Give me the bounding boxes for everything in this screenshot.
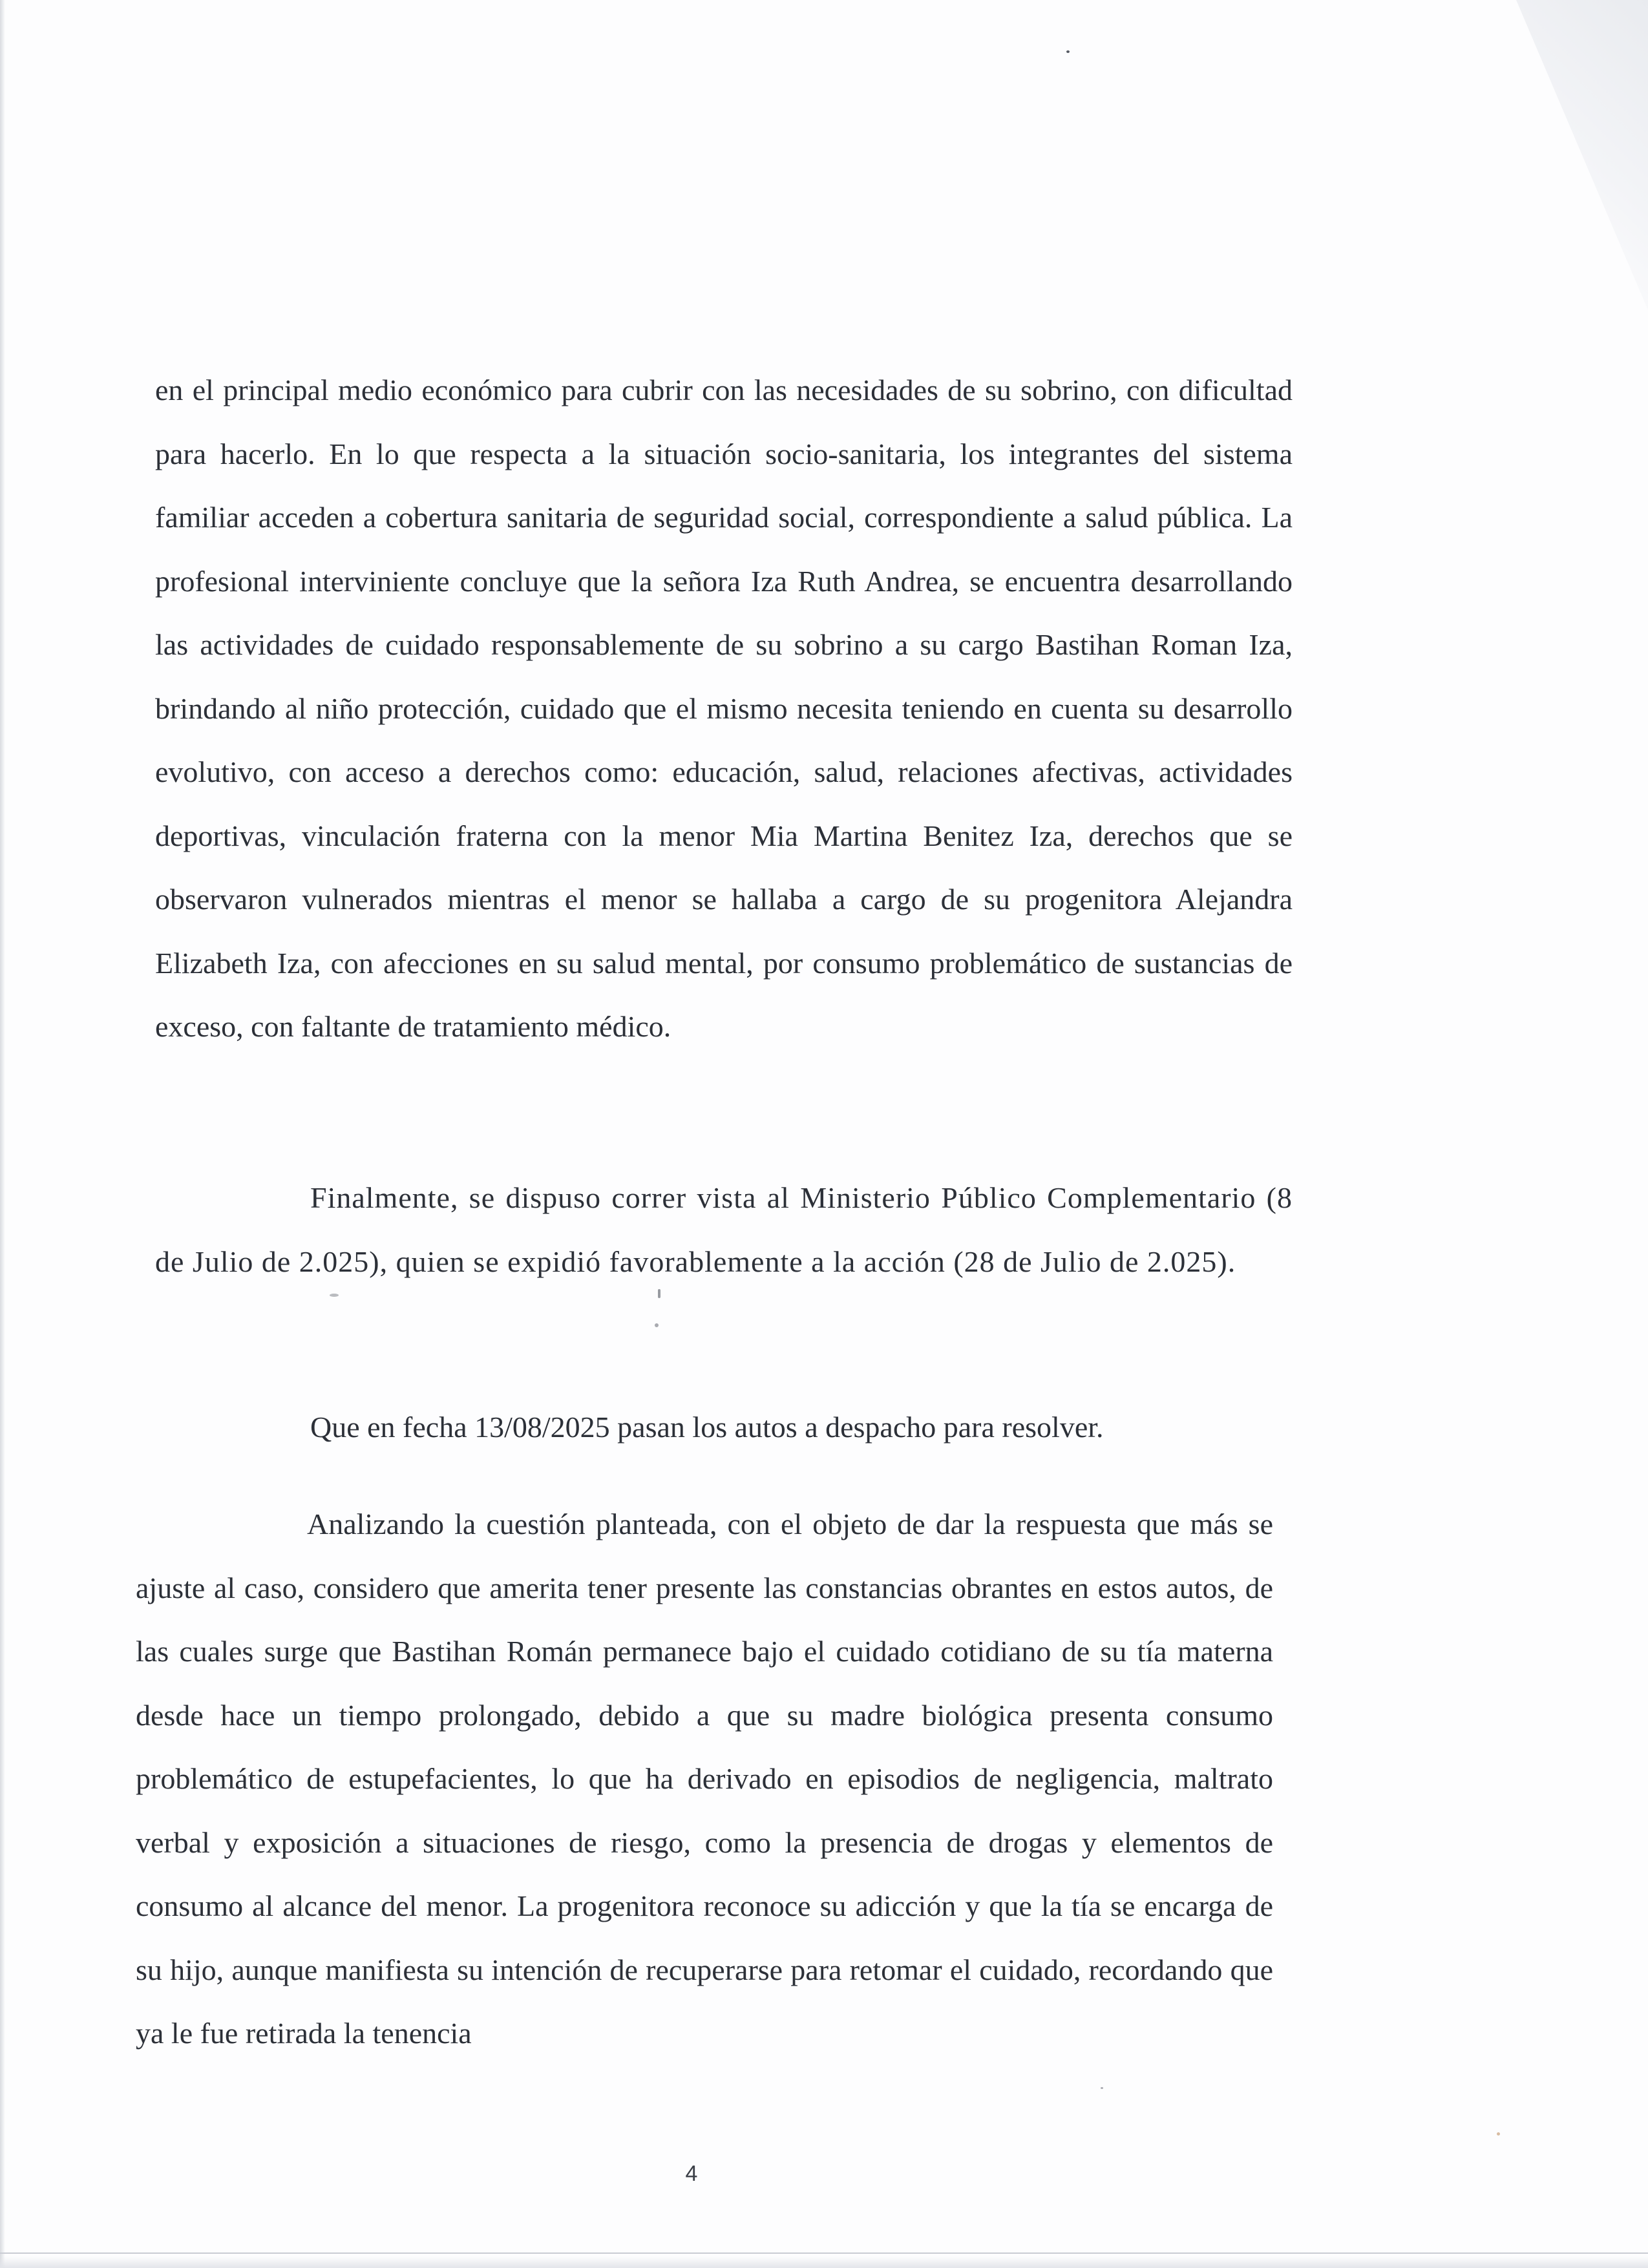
- scan-left-edge: [0, 0, 5, 2268]
- scan-speck: [330, 1294, 339, 1297]
- scan-speck: [655, 1323, 659, 1327]
- scan-bottom-line: [0, 2252, 1648, 2254]
- scan-speck: [1101, 2087, 1103, 2089]
- scan-speck: [1497, 2132, 1500, 2136]
- paragraph-2: [155, 1166, 1293, 1294]
- paragraph-text: Finalmente, se dispuso correr vista al Ministerio Público Complementario (8 de Julio de 2.025), quien se expidió favorablemente a la acción (28 de Julio de 2.025).: [155, 1181, 1293, 1278]
- paragraph-text: Que en fecha 13/08/2025 pasan los autos a despacho para resolver.: [310, 1411, 1104, 1444]
- scan-corner-shadow: [1428, 0, 1648, 310]
- scan-speck: [1066, 50, 1070, 53]
- paragraph-text: Analizando la cuestión planteada, con el objeto de dar la respuesta que más se ajuste al caso, considero que amerita tener presente las constancias obrantes en estos autos, de las cuales surge que Bastihan Román permanece bajo el cuidado cotidiano de su tía materna desde hace un tiempo prolongado, debido a que su madre biológica presenta consumo problemático de estupefacientes, lo que ha derivado en episodios de negligencia, maltrato verbal y exposición a situaciones de riesgo, como la presencia de drogas y elementos de consumo al alcance del menor. La progenitora reconoce su adicción y que la tía se encarga de su hijo, aunque manifiesta su intención de recuperarse para retomar el cuidado, recordando que ya le fue retirada la tenencia: [136, 1507, 1273, 2050]
- paragraph-4: [136, 1493, 1273, 2066]
- paragraph-text: en el principal medio económico para cubrir con las necesidades de su sobrino, con dificultad para hacerlo. En lo que respecta a la situación socio-sanitaria, los integrantes del sistema familiar acceden a cobertura sanitaria de seguridad social, correspondiente a salud pública. La profesional interviniente concluye que la señora Iza Ruth Andrea, se encuentra desarrollando las actividades de cuidado responsablemente de su sobrino a su cargo Bastihan Roman Iza, brindando al niño protección, cuidado que el mismo necesita teniendo en cuenta su desarrollo evolutivo, con acceso a derechos como: educación, salud, relaciones afectivas, actividades deportivas, vinculación fraterna con la menor Mia Martina Benitez Iza, derechos que se observaron vulnerados mientras el menor se hallaba a cargo de su progenitora Alejandra Elizabeth Iza, con afecciones en su salud mental, por consumo problemático de sustancias de exceso, con faltante de tratamiento médico.: [155, 373, 1293, 1043]
- scan-bottom-edge: [0, 2256, 1648, 2268]
- paragraph-3: [310, 1396, 1293, 1460]
- paragraph-1: [155, 359, 1293, 1059]
- page-number: 4: [685, 2161, 698, 2186]
